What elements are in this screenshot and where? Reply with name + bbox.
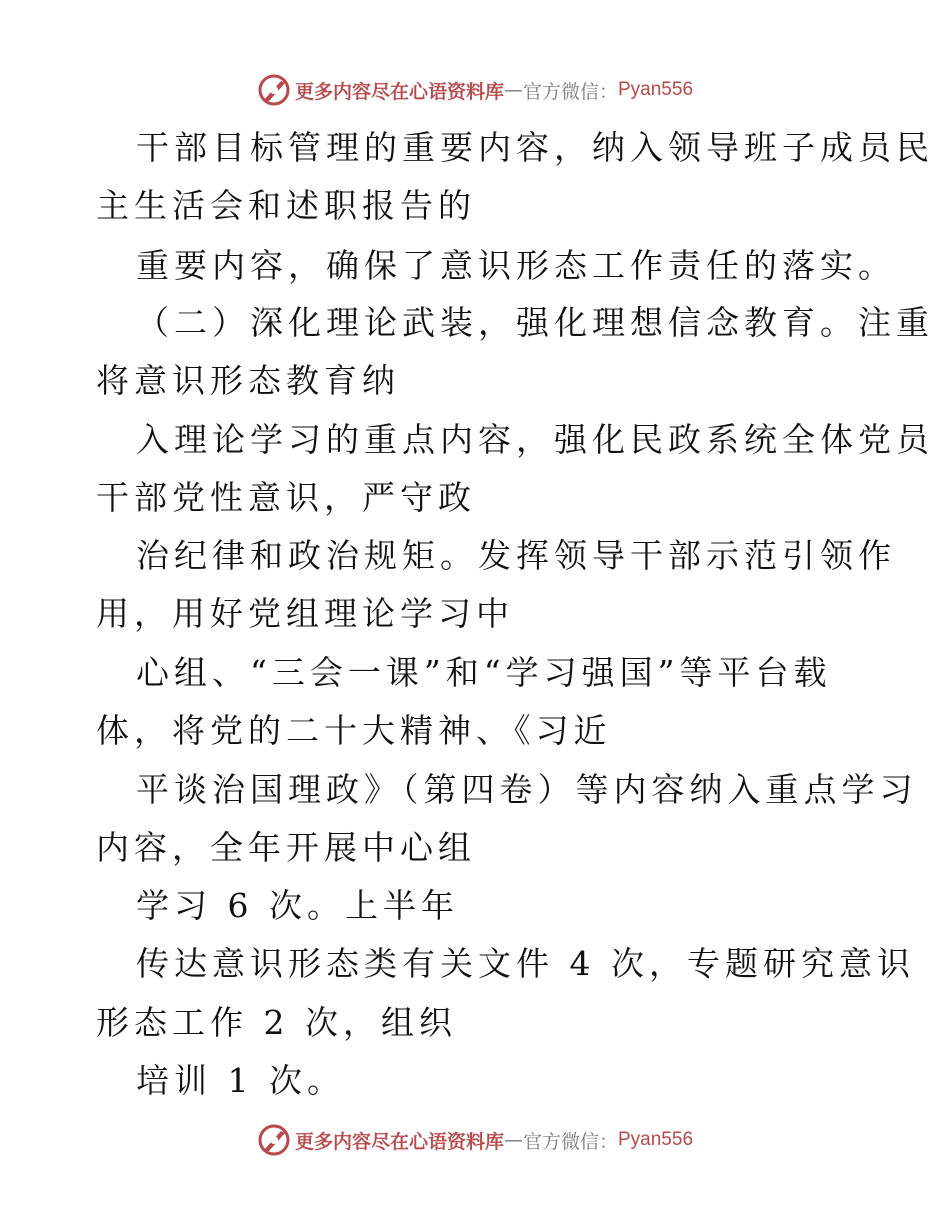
quill-emblem-icon [257,1123,291,1157]
footer-watermark-banner [0,1120,950,1160]
text-line: 内容，全年开展中心组 [96,828,476,867]
text-line: 平谈治国理政》（第四卷）等内容纳入重点学习 [136,770,918,809]
banner-wechat-id: Pyan556 [618,79,694,100]
text-line: 学习 6 次。上半年 [136,886,459,925]
banner-site-text: 更多内容尽在心语资料库 [294,1130,504,1153]
text-line: 体，将党的二十大精神、《习近 [96,711,612,750]
text-line: （二）深化理论武装，强化理想信念教育。注重 [136,303,934,342]
banner-dash: — [503,79,523,101]
banner-site-text: 更多内容尽在心语资料库 [294,80,504,103]
text-line: 心组、“三会一课”和“学习强国”等平台载 [136,653,832,692]
banner-wechat-label: 官方微信： [522,1130,618,1153]
banner-wechat-label: 官方微信： [522,80,618,103]
text-line: 重要内容，确保了意识形态工作责任的落实。 [136,246,896,285]
text-line: 主生活会和述职报告的 [96,186,476,225]
text-line: 形态工作 2 次，组织 [96,1003,457,1042]
text-line: 将意识形态教育纳 [96,361,400,400]
text-line: 干部党性意识，严守政 [96,478,476,517]
text-line: 干部目标管理的重要内容，纳入领导班子成员民 [136,128,934,167]
text-line: 用，用好党组理论学习中 [96,594,514,633]
text-line: 传达意识形态类有关文件 4 次，专题研究意识 [136,944,915,983]
banner-wechat-id: Pyan556 [618,1129,694,1150]
text-line: 入理论学习的重点内容，强化民政系统全体党员 [136,420,934,459]
banner-dash: — [503,1129,523,1151]
text-line: 治纪律和政治规矩。发挥领导干部示范引领作 [136,536,896,575]
text-line: 培训 1 次。 [136,1061,345,1100]
